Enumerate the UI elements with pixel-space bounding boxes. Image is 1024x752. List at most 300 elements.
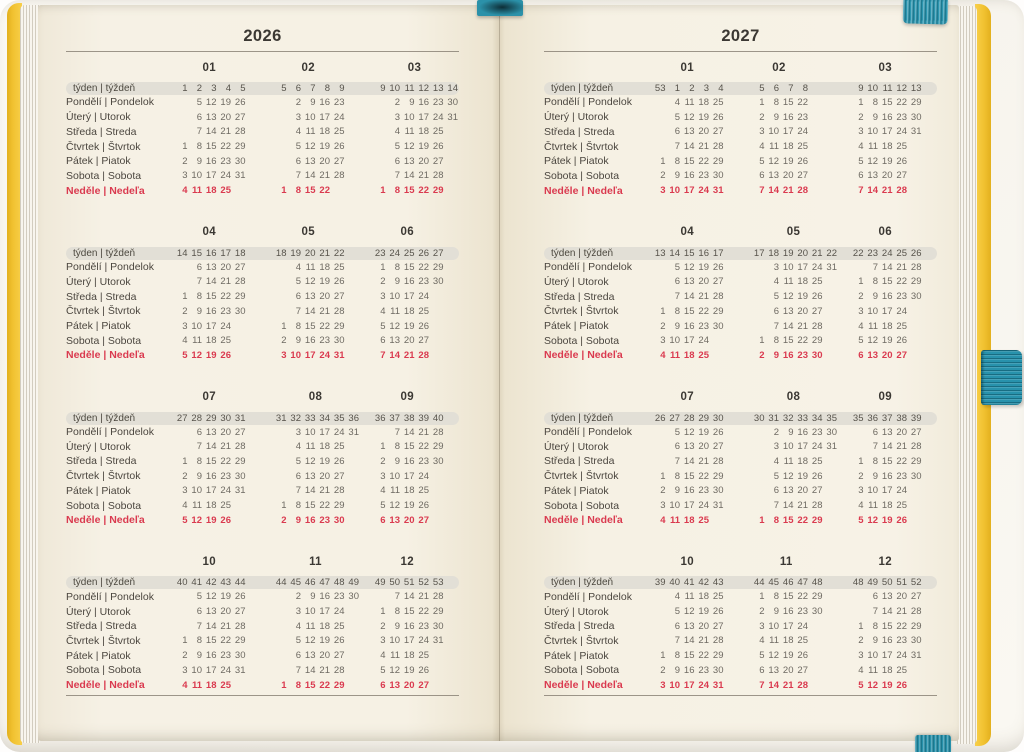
date-number: 18: [403, 305, 415, 317]
date-number: 14: [304, 485, 316, 497]
date-number: 3: [380, 635, 386, 647]
date-number: 22: [418, 606, 429, 618]
date-number: 12: [304, 455, 316, 467]
date-number: 25: [220, 679, 231, 691]
date-number: 14: [403, 426, 415, 438]
month-day-numbers: [272, 321, 360, 332]
day-row: [544, 154, 937, 169]
month-day-numbers: [849, 262, 937, 273]
date-number: 2: [773, 426, 779, 438]
date-number: 13: [205, 606, 217, 618]
date-number: 26: [418, 500, 429, 511]
date-number: 29: [432, 441, 444, 453]
week-number: 26: [910, 247, 922, 259]
date-number: 20: [220, 606, 231, 618]
date-number: 11: [305, 620, 316, 632]
date-number: 10: [191, 485, 202, 497]
date-number: [429, 321, 444, 332]
date-number: 12: [683, 426, 695, 438]
date-number: 19: [319, 141, 330, 152]
week-number: 45: [768, 577, 779, 589]
day-label: Neděle | Nedeľa: [66, 349, 145, 362]
date-number: 9: [196, 650, 202, 662]
date-number: 22: [698, 650, 709, 662]
year-title-left: 2026: [243, 27, 282, 45]
month-day-numbers: [173, 170, 261, 181]
week-number: 45: [290, 577, 301, 589]
date-number: [231, 321, 246, 332]
date-number: [444, 156, 459, 167]
date-number: 24: [220, 320, 231, 332]
date-number: 11: [783, 276, 794, 288]
date-number: [272, 485, 287, 496]
month-week-numbers: [849, 83, 937, 94]
date-number: 16: [782, 349, 794, 361]
date-number: 15: [304, 185, 316, 197]
month-number: 08: [308, 391, 323, 404]
month-day-numbers: [272, 441, 360, 452]
date-number: 13: [782, 305, 794, 317]
date-number: [750, 321, 765, 332]
date-number: 19: [881, 155, 893, 167]
date-number: 9: [196, 470, 202, 482]
week-number: 8: [324, 83, 330, 94]
page-stack-left: [20, 5, 40, 743]
date-number: 26: [712, 606, 724, 618]
date-number: 15: [403, 185, 415, 197]
date-number: 18: [881, 141, 893, 152]
date-number: 17: [683, 335, 695, 347]
date-number: 1: [858, 455, 864, 467]
date-number: 11: [305, 441, 316, 453]
date-number: 20: [319, 291, 330, 303]
date-number: [272, 112, 287, 123]
date-number: 30: [234, 650, 246, 662]
month-day-numbers: [750, 485, 838, 496]
date-number: 19: [418, 141, 429, 152]
date-number: [272, 456, 287, 467]
week-number: 12: [896, 83, 907, 94]
date-number: 27: [896, 349, 907, 361]
day-row: [544, 425, 937, 440]
week-number-bar: [544, 412, 937, 425]
month-day-numbers: [371, 621, 459, 632]
date-number: 15: [205, 141, 217, 152]
date-number: 19: [220, 591, 231, 603]
month-day-numbers: [371, 441, 459, 452]
month-day-numbers: [371, 291, 459, 302]
date-number: 6: [394, 155, 400, 167]
date-number: 6: [674, 276, 680, 288]
date-number: 22: [319, 500, 330, 511]
date-number: 13: [768, 170, 779, 182]
date-number: 7: [196, 441, 202, 453]
month-day-numbers: [849, 500, 937, 511]
date-number: 14: [304, 305, 316, 317]
date-number: 21: [319, 664, 330, 676]
date-number: 24: [698, 500, 709, 511]
day-row: [544, 304, 937, 319]
date-number: 10: [782, 261, 794, 273]
date-number: [907, 306, 922, 317]
week-number: 36: [348, 412, 359, 424]
date-number: 24: [896, 650, 907, 662]
week-number: 34: [319, 412, 330, 424]
date-number: [173, 262, 188, 273]
date-number: 3: [660, 500, 666, 511]
day-row: [544, 275, 937, 290]
month-day-numbers: [371, 635, 459, 646]
week-number: 23: [374, 247, 386, 259]
date-number: 9: [773, 606, 779, 618]
month-day-numbers: [173, 680, 261, 691]
date-number: 8: [394, 261, 400, 273]
week-number: 26: [654, 412, 666, 424]
month-day-numbers: [173, 291, 261, 302]
date-number: 26: [797, 155, 808, 167]
date-number: 6: [759, 170, 765, 182]
date-number: 23: [418, 276, 429, 288]
date-number: 13: [683, 441, 695, 453]
teal-elastic-band-top: [903, 0, 949, 25]
week-number: 28: [683, 412, 695, 424]
week-number: 44: [275, 577, 287, 589]
month-day-numbers: [651, 485, 739, 496]
month-day-numbers: [651, 321, 739, 332]
date-number: 31: [826, 441, 837, 453]
date-number: 13: [683, 276, 695, 288]
day-label: Pátek | Piatok: [66, 320, 131, 332]
date-number: 10: [290, 349, 301, 361]
month-slot: [651, 226, 739, 238]
date-number: 3: [660, 679, 666, 691]
date-number: 16: [205, 305, 217, 317]
date-number: 2: [281, 514, 287, 526]
week-number-bar: [66, 412, 459, 425]
month-day-numbers: [173, 156, 261, 167]
month-week-numbers: [651, 413, 739, 424]
week-number: 42: [698, 577, 709, 589]
date-number: 26: [333, 141, 345, 152]
month-day-numbers: [849, 291, 937, 302]
date-number: 19: [797, 470, 808, 482]
month-day-numbers: [272, 306, 360, 317]
date-number: 12: [867, 155, 878, 167]
date-number: 9: [674, 170, 680, 182]
date-number: 14: [881, 261, 893, 273]
date-number: [345, 621, 360, 632]
date-number: 1: [660, 305, 666, 317]
date-number: 1: [182, 635, 188, 647]
month-day-numbers: [849, 126, 937, 137]
day-label: Středa | Streda: [544, 290, 615, 303]
date-number: 19: [319, 455, 330, 467]
date-number: 25: [418, 650, 429, 662]
date-number: [907, 170, 922, 181]
date-number: 12: [304, 141, 316, 152]
date-number: 16: [881, 111, 893, 123]
month-day-numbers: [272, 335, 360, 346]
date-number: [907, 141, 922, 152]
quarter-block: [544, 60, 937, 198]
month-day-numbers: [651, 621, 739, 632]
month-number: 05: [301, 226, 315, 239]
date-number: 10: [191, 320, 202, 332]
date-number: 10: [669, 335, 680, 347]
date-number: 6: [858, 349, 864, 361]
date-number: 16: [683, 170, 695, 182]
date-number: 30: [234, 470, 246, 482]
date-number: 8: [196, 141, 202, 152]
date-number: 8: [394, 441, 400, 453]
date-number: 7: [674, 455, 680, 467]
month-slot: [849, 226, 937, 238]
day-row: [66, 95, 459, 110]
date-number: 21: [896, 606, 907, 618]
date-number: 27: [333, 650, 345, 662]
date-number: 9: [872, 111, 878, 123]
date-number: [823, 321, 838, 332]
week-number: 11: [882, 83, 893, 94]
date-number: 24: [333, 426, 345, 438]
date-number: 4: [182, 500, 188, 511]
day-row: [66, 289, 459, 304]
date-number: 30: [333, 335, 345, 347]
date-number: 2: [759, 111, 765, 123]
date-number: 5: [380, 664, 386, 676]
date-number: 22: [896, 276, 907, 288]
day-label: Pondělí | Pondelok: [66, 426, 154, 439]
week-number: 47: [319, 577, 330, 589]
date-number: 23: [811, 426, 823, 438]
date-number: [345, 485, 360, 496]
week-number: 49: [867, 577, 878, 589]
date-number: 11: [769, 141, 779, 152]
date-number: 21: [782, 679, 794, 691]
date-number: 25: [698, 514, 709, 526]
week-number: 30: [220, 412, 231, 424]
date-number: 17: [782, 126, 794, 138]
spine-gutter: [499, 5, 500, 741]
month-day-numbers: [371, 665, 459, 676]
date-number: 19: [698, 261, 709, 273]
date-number: 18: [881, 664, 893, 676]
month-day-numbers: [750, 97, 838, 108]
month-number: 09: [400, 391, 414, 404]
date-number: 25: [418, 485, 429, 497]
week-number: 22: [852, 247, 864, 259]
month-day-numbers: [651, 170, 739, 181]
date-number: 28: [333, 170, 345, 182]
month-day-numbers: [371, 185, 459, 196]
month-slot: [750, 62, 838, 74]
day-row: [66, 319, 459, 334]
date-number: 1: [380, 185, 386, 197]
date-number: 11: [191, 679, 202, 691]
month-number: 03: [407, 61, 422, 74]
week-number: 50: [389, 577, 400, 589]
date-number: [444, 185, 459, 196]
date-number: 10: [669, 679, 680, 691]
month-day-numbers: [849, 471, 937, 482]
date-number: 1: [281, 320, 287, 332]
date-number: 16: [403, 620, 415, 632]
day-label: Neděle | Nedeľa: [66, 514, 145, 527]
date-number: 21: [881, 185, 893, 197]
date-number: 1: [759, 335, 765, 347]
month-day-numbers: [750, 606, 838, 617]
date-number: 18: [881, 320, 893, 332]
date-number: 13: [881, 426, 893, 438]
month-day-numbers: [849, 591, 937, 602]
week-number: 21: [319, 247, 330, 259]
date-number: 29: [811, 514, 823, 526]
week-number: 51: [403, 577, 415, 589]
date-number: 20: [698, 276, 709, 288]
week-number: 35: [333, 412, 345, 424]
date-number: 2: [858, 635, 864, 647]
month-day-numbers: [651, 591, 739, 602]
date-number: 25: [797, 141, 808, 152]
date-number: [907, 350, 922, 361]
date-number: [808, 621, 823, 632]
date-number: 13: [867, 170, 878, 182]
date-number: 7: [674, 291, 680, 303]
date-number: 8: [295, 185, 301, 197]
month-day-numbers: [173, 621, 261, 632]
month-day-numbers: [651, 606, 739, 617]
date-number: 30: [712, 485, 724, 497]
date-number: 8: [872, 276, 878, 288]
date-number: [651, 621, 666, 632]
months-grid-right: [544, 60, 937, 692]
month-header-row: [66, 554, 459, 569]
month-slot: [849, 62, 937, 74]
date-number: 3: [773, 261, 779, 273]
date-number: 17: [797, 261, 808, 273]
month-slot: [173, 226, 261, 238]
date-number: 24: [797, 620, 808, 632]
date-number: 18: [698, 591, 709, 603]
date-number: 10: [304, 606, 316, 618]
month-day-numbers: [750, 350, 838, 361]
date-number: 9: [872, 635, 878, 647]
date-number: 1: [858, 620, 864, 632]
day-row: [66, 513, 459, 528]
date-number: [651, 606, 666, 617]
date-number: 26: [811, 291, 823, 303]
date-number: [651, 456, 666, 467]
week-number: 27: [432, 247, 444, 259]
month-day-numbers: [272, 680, 360, 691]
week-number: 10: [389, 83, 400, 94]
month-day-numbers: [651, 515, 739, 526]
month-day-numbers: [651, 500, 739, 511]
month-day-numbers: [849, 427, 937, 438]
date-number: 21: [403, 349, 415, 361]
week-number: 52: [418, 577, 429, 589]
month-number: 07: [202, 391, 216, 404]
month-week-numbers: [272, 83, 360, 94]
date-number: [345, 680, 360, 691]
month-number: 08: [786, 391, 801, 404]
date-number: 21: [896, 261, 907, 273]
date-number: 23: [333, 591, 345, 603]
date-number: 20: [782, 664, 794, 676]
week-number: 33: [797, 412, 808, 424]
date-number: 5: [182, 349, 188, 361]
date-number: 19: [205, 349, 217, 361]
date-number: 25: [896, 320, 907, 332]
date-number: 11: [868, 500, 878, 511]
date-number: 29: [712, 155, 724, 167]
date-number: 3: [281, 349, 287, 361]
day-row: [544, 678, 937, 693]
date-number: 25: [896, 664, 907, 676]
date-number: [272, 665, 287, 676]
date-number: 27: [910, 591, 922, 603]
date-number: 28: [910, 441, 922, 453]
title-rule: [66, 51, 459, 52]
date-number: 15: [304, 500, 316, 511]
date-number: 7: [858, 185, 864, 197]
month-day-numbers: [371, 321, 459, 332]
date-number: 18: [205, 500, 217, 511]
date-number: 2: [182, 305, 188, 317]
date-number: 17: [319, 111, 330, 123]
date-number: 7: [872, 261, 878, 273]
date-number: [345, 650, 360, 661]
day-label: Sobota | Sobota: [66, 334, 142, 347]
day-row: [544, 513, 937, 528]
date-number: 9: [872, 291, 878, 303]
date-number: 21: [698, 141, 709, 152]
date-number: 23: [698, 320, 709, 332]
date-number: 26: [234, 96, 246, 108]
date-number: 5: [759, 155, 765, 167]
date-number: 9: [394, 620, 400, 632]
date-number: [907, 680, 922, 691]
date-number: 25: [896, 500, 907, 511]
date-number: 12: [205, 96, 217, 108]
month-week-numbers: [371, 248, 459, 259]
date-number: 8: [394, 185, 400, 197]
week-number-bar: [544, 576, 937, 589]
date-number: 7: [295, 305, 301, 317]
date-number: 20: [319, 650, 330, 662]
date-number: [272, 141, 287, 152]
week-number: 1: [182, 83, 188, 94]
day-label: Pátek | Piatok: [66, 155, 131, 168]
month-slot: [750, 556, 838, 568]
date-number: 23: [220, 650, 231, 662]
week-number: 12: [418, 83, 429, 94]
day-label: Středa | Streda: [66, 125, 137, 138]
date-number: 25: [220, 500, 231, 511]
date-number: 11: [404, 126, 415, 138]
date-number: 27: [811, 305, 823, 317]
date-number: 17: [881, 126, 893, 138]
week-number-bar: [66, 247, 459, 260]
month-day-numbers: [849, 485, 937, 496]
day-label: Čtvrtek | Štvrtok: [544, 140, 619, 153]
date-number: [173, 97, 188, 108]
week-number: 40: [432, 412, 444, 424]
week-number: 39: [654, 577, 666, 589]
date-number: 6: [380, 514, 386, 526]
date-number: 10: [867, 126, 878, 138]
date-number: 13: [403, 155, 415, 167]
